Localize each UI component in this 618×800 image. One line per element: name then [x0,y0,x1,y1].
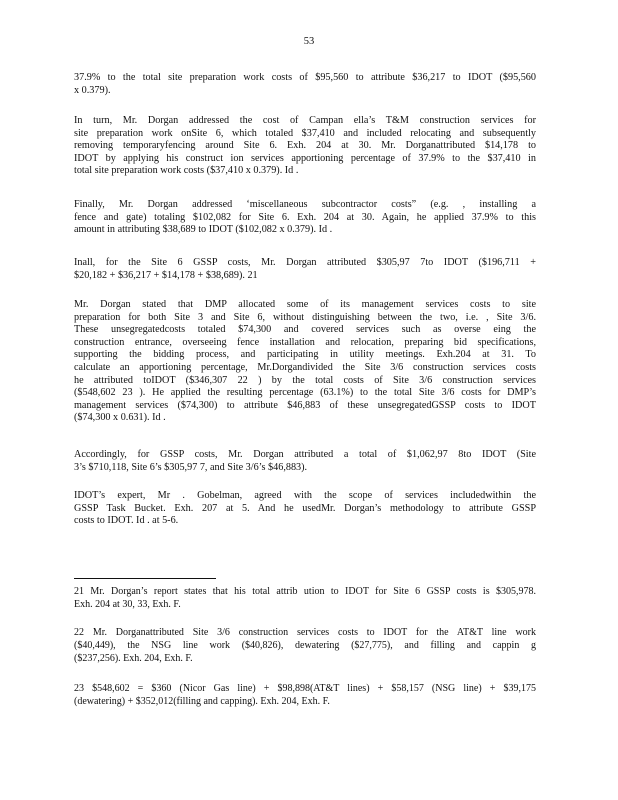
text-line: 21 Mr. Dorgan’s report states that his total attrib ution to IDOT for Site 6 GSSP costs is $305,978. [74,586,536,597]
text-line: fence and gate) totaling $102,082 for Site 6. Exh. 204 at 30. Again, he applied 37.9% to this [74,211,536,223]
text-line: removing temporaryfencing around Site 6. Exh. 204 at 30. Mr. Dorganattributed $14,178 to [74,140,536,152]
text-line: he attributed toIDOT ($346,307 22 ) by the total costs of Site 3/6 construction services [74,374,536,386]
text-line: ($74,300 x 0.631). Id . [74,412,166,424]
paragraph-gssp-total [74,449,536,474]
text-line: ($40,449), the NSG line work ($40,826), dewatering ($27,775), and filling and cappin g [74,639,536,651]
text-line: IDOT’s expert, Mr . Gobelman, agreed with the scope of services includedwithin the [74,490,536,501]
footnote-21 [74,586,536,612]
paragraph-miscellaneous-costs [74,199,536,237]
paragraph-site6-total [74,257,536,282]
footnote-23 [74,683,536,709]
text-line: Inall, for the Site 6 GSSP costs, Mr. Dorgan attributed $305,97 7to IDOT ($196,711 + [74,257,536,268]
text-line: 3’s $710,118, Site 6’s $305,97 7, and Site 3/6’s $46,883). [74,461,308,473]
text-line: amount in attributing $38,689 to IDOT ($102,082 x 0.379). Id . [74,224,333,236]
text-line: In turn, Mr. Dorgan addressed the cost of Campan ella’s T&M construction services for [74,115,536,126]
text-line: construction entrance, overseeing fence installation and relocation, preparing bid specifications, [74,336,536,348]
text-line: preparation for both Site 3 and Site 6, without distinguishing between the two, i.e. , Site 3/6. [74,311,536,323]
text-line: ($548,602 23 ). He applied the resulting percentage (63.1%) to the total Site 3/6 costs for DMP’s [74,387,536,399]
text-line: Exh. 204 at 30, 33, Exh. F. [74,598,181,610]
text-line: site preparation work onSite 6, which totaled $37,410 and included relocating and subsequently [74,127,536,139]
text-line: total site preparation work costs ($37,410 x 0.379). Id . [74,165,299,177]
text-line: management services ($74,300) to attribute $46,883 of these unsegregatedGSSP costs to IDOT [74,399,536,411]
paragraph-campanella-costs [74,115,536,178]
text-line: costs to IDOT. Id . at 5-6. [74,515,179,527]
text-line: $20,182 + $36,217 + $14,178 + $38,689). 21 [74,269,258,281]
text-line: (dewatering) + $352,012(filling and capping). Exh. 204, Exh. F. [74,695,330,707]
text-line: IDOT by applying his construct ion services apportioning percentage of 37.9% to the $37,410 in [74,152,536,164]
footnote-22 [74,627,536,665]
text-line: These unsegregatedcosts totaled $74,300 and covered services such as overse eing the [74,324,536,336]
text-line: Accordingly, for GSSP costs, Mr. Dorgan attributed a total of $1,062,97 8to IDOT (Site [74,449,536,460]
text-line: 22 Mr. Dorganattributed Site 3/6 construction services costs to IDOT for the AT&T line work [74,627,536,638]
text-line: GSSP Task Bucket. Exh. 207 at 5. And he usedMr. Dorgan’s methodology to attribute GSSP [74,502,536,514]
text-line: x 0.379). [74,84,111,96]
text-line: Finally, Mr. Dorgan addressed ‘miscellaneous subcontractor costs” (e.g. , installing a [74,199,536,210]
text-line: supporting the bidding process, and participating in utility meetings. Exh.204 at 31. To [74,349,536,361]
text-line: 23 $548,602 = $360 (Nicor Gas line) + $98,898(AT&T lines) + $58,157 (NSG line) + $39,175 [74,683,536,694]
text-line: Mr. Dorgan stated that DMP allocated some of its management services costs to site [74,299,536,310]
text-line: 37.9% to the total site preparation work costs of $95,560 to attribute $36,217 to IDOT ($95,560 [74,72,536,83]
text-line: ($237,256). Exh. 204, Exh. F. [74,652,193,664]
paragraph-idot-expert [74,490,536,528]
page-number: 53 [303,36,315,47]
text-line: calculate an apportioning percentage, Mr.Dorgandivided the Site 3/6 construction services costs [74,361,536,373]
paragraph-continuation [74,72,536,97]
footnote-divider [74,578,216,579]
paragraph-site36-management [74,299,536,425]
